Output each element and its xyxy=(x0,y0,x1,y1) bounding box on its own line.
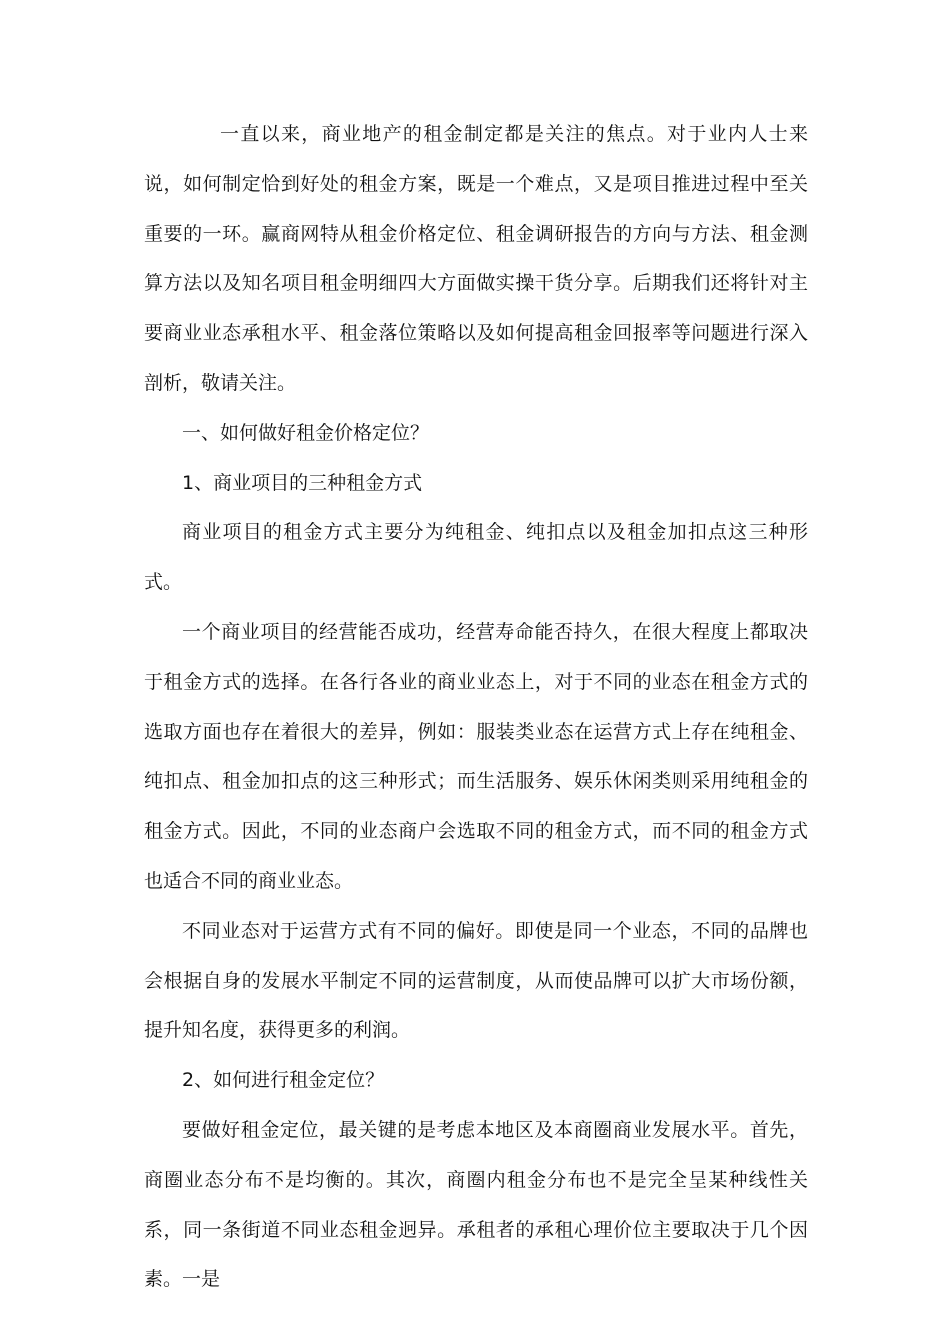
body-paragraph: 一个商业项目的经营能否成功，经营寿命能否持久，在很大程度上都取决于租金方式的选择。在各行各业的商业业态上，对于不同的业态在租金方式的选取方面也存在着很大的差异，例如：服装类业态在运营方式上存在纯租金、纯扣点、租金加扣点的这三种形式；而生活服务、娱乐休闲类则采用纯租金的租金方式。因此，不同的业态商户会选取不同的租金方式，而不同的租金方式也适合不同的商业业态。 xyxy=(144,620,808,892)
body-paragraph: 不同业态对于运营方式有不同的偏好。即使是同一个业态，不同的品牌也会根据自身的发展水平制定不同的运营制度，从而使品牌可以扩大市场份额，提升知名度，获得更多的利润。 xyxy=(144,919,808,1042)
document-page xyxy=(144,110,808,1305)
subsection-heading-1: 1、商业项目的三种租金方式 xyxy=(182,471,423,494)
subsection-heading-2: 2、如何进行租金定位？ xyxy=(182,1069,385,1092)
body-paragraph: 要做好租金定位，最关键的是考虑本地区及本商圈商业发展水平。首先，商圈业态分布不是均衡的。其次，商圈内租金分布也不是完全呈某种线性关系，同一条街道不同业态租金迥异。承租者的承租心理价位主要取决于几个因素。一是 xyxy=(144,1118,808,1291)
body-paragraph: 商业项目的租金方式主要分为纯租金、纯扣点以及租金加扣点这三种形式。 xyxy=(144,521,808,594)
section-heading-1: 一、如何做好租金价格定位？ xyxy=(182,421,430,444)
intro-paragraph: 一直以来，商业地产的租金制定都是关注的焦点。对于业内人士来说，如何制定恰到好处的租金方案，既是一个难点，又是项目推进过程中至关重要的一环。赢商网特从租金价格定位、租金调研报告的方向与方法、租金测算方法以及知名项目租金明细四大方面做实操干货分享。后期我们还将针对主要商业业态承租水平、租金落位策略以及如何提高租金回报率等问题进行深入剖析，敬请关注。 xyxy=(144,123,808,394)
